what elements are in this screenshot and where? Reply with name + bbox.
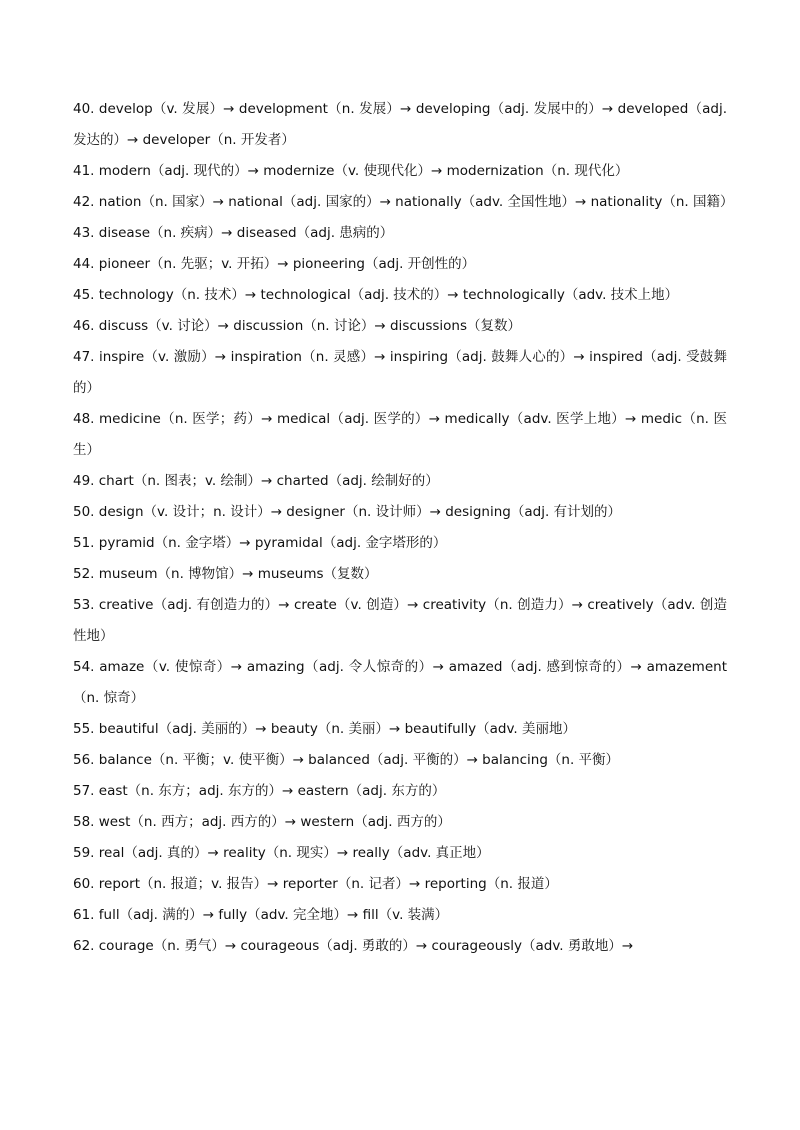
entry-48: 48. medicine（n. 医学；药）→ medical（adj. 医学的）→ medically（adv. 医学上地）→ medic（n. 医生） — [73, 411, 727, 458]
vocabulary-list — [73, 94, 734, 962]
entry-56: 56. balance（n. 平衡；v. 使平衡）→ balanced（adj. 平衡的）→ balancing（n. 平衡） — [73, 752, 620, 768]
entry-49: 49. chart（n. 图表；v. 绘制）→ charted（adj. 绘制好的） — [73, 473, 439, 489]
entry-59: 59. real（adj. 真的）→ reality（n. 现实）→ really（adv. 真正地） — [73, 845, 490, 861]
entry-46: 46. discuss（v. 讨论）→ discussion（n. 讨论）→ discussions（复数） — [73, 318, 521, 334]
entry-41: 41. modern（adj. 现代的）→ modernize（v. 使现代化）→ modernization（n. 现代化） — [73, 163, 629, 179]
entry-42: 42. nation（n. 国家）→ national（adj. 国家的）→ nationally（adv. 全国性地）→ nationality（n. 国籍） — [73, 194, 734, 210]
entry-57: 57. east（n. 东方；adj. 东方的）→ eastern（adj. 东方的） — [73, 783, 446, 799]
entry-43: 43. disease（n. 疾病）→ diseased（adj. 患病的） — [73, 225, 394, 241]
entry-61: 61. full（adj. 满的）→ fully（adv. 完全地）→ fill（v. 装满） — [73, 907, 449, 923]
entry-45: 45. technology（n. 技术）→ technological（adj. 技术的）→ technologically（adv. 技术上地） — [73, 287, 679, 303]
entry-40: 40. develop（v. 发展）→ development（n. 发展）→ developing（adj. 发展中的）→ developed（adj. 发达的）→ developer（n. 开发者） — [73, 101, 727, 148]
entry-51: 51. pyramid（n. 金字塔）→ pyramidal（adj. 金字塔形的） — [73, 535, 447, 551]
entry-47: 47. inspire（v. 激励）→ inspiration（n. 灵感）→ inspiring（adj. 鼓舞人心的）→ inspired（adj. 受鼓舞的） — [73, 349, 727, 396]
entry-62: 62. courage（n. 勇气）→ courageous（adj. 勇敢的）→ courageously（adv. 勇敢地）→ — [73, 938, 634, 954]
entry-58: 58. west（n. 西方；adj. 西方的）→ western（adj. 西方的） — [73, 814, 451, 830]
entry-44: 44. pioneer（n. 先驱；v. 开拓）→ pioneering（adj. 开创性的） — [73, 256, 476, 272]
entry-52: 52. museum（n. 博物馆）→ museums（复数） — [73, 566, 378, 582]
entry-53: 53. creative（adj. 有创造力的）→ create（v. 创造）→ creativity（n. 创造力）→ creatively（adv. 创造性地） — [73, 597, 727, 644]
entry-50: 50. design（v. 设计；n. 设计）→ designer（n. 设计师）→ designing（adj. 有计划的） — [73, 504, 622, 520]
entry-60: 60. report（n. 报道；v. 报告）→ reporter（n. 记者）→ reporting（n. 报道） — [73, 876, 558, 892]
entry-54: 54. amaze（v. 使惊奇）→ amazing（adj. 令人惊奇的）→ amazed（adj. 感到惊奇的）→ amazement（n. 惊奇） — [73, 659, 727, 706]
entry-55: 55. beautiful（adj. 美丽的）→ beauty（n. 美丽）→ beautifully（adv. 美丽地） — [73, 721, 576, 737]
